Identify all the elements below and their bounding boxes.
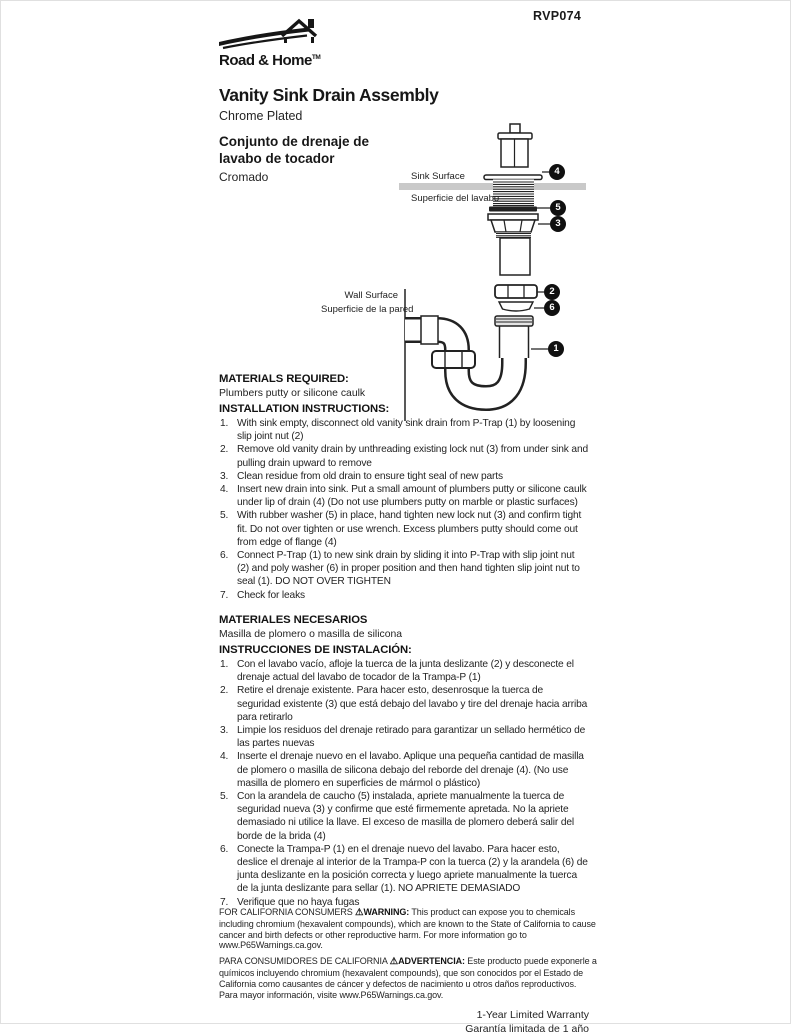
- instruction-step: Insert new drain into sink. Put a small amount of plumbers putty or silicone caulk under lip of drain (4) (Do not use plumbers putty on marble or plastic surfaces): [237, 484, 587, 509]
- warning-prefix-en: FOR CALIFORNIA CONSUMERS: [219, 907, 356, 917]
- logo-wordmark: [219, 52, 339, 69]
- road-and-home-logo: [219, 15, 339, 69]
- materials-required-body: Plumbers putty or silicone caulk: [219, 388, 366, 399]
- poly-washer-part: [499, 302, 533, 311]
- materials-required-heading: MATERIALS REQUIRED:: [219, 373, 349, 385]
- warning-triangle-icon: ⚠: [355, 907, 364, 918]
- california-warning-en: [219, 907, 597, 951]
- instrucciones-instalacion-heading: INSTRUCCIONES DE INSTALACIÓN:: [219, 644, 412, 656]
- instruction-step: Remove old vanity drain by unthreading existing lock nut (3) from under sink and pulling drain upward to remove: [237, 444, 588, 469]
- instruction-step: Con la arandela de caucho (5) instalada, apriete manualmente la tuerca de seguridad nueva (3) y confirme que esté firmemente apretada. No la apriete demasiado ni utilice la llave. El exceso de masilla de plomero deberá salir del borde de la brida (4): [237, 791, 574, 842]
- trademark-symbol: TM: [311, 54, 321, 61]
- california-warning-es: [219, 956, 597, 1000]
- stopper-part: [498, 124, 532, 167]
- english-instructions-section: [219, 369, 589, 602]
- sink-surface-label-es: Superficie del lavabo: [411, 193, 500, 204]
- callout-badge-6: 6: [544, 300, 560, 316]
- instruction-step: Con el lavabo vacío, afloje la tuerca de la junta deslizante (2) y desconecte el drenaje actual del lavabo de tocador de la Trampa-P (1): [237, 659, 574, 684]
- instruction-step: Retire el drenaje existente. Para hacer esto, desenrosque la tuerca de seguridad existente (3) que está debajo del lavabo y tire del drenaje hacia arriba para retirarlo: [237, 685, 588, 723]
- warning-prefix-es: PARA CONSUMIDORES DE CALIFORNIA: [219, 956, 390, 967]
- warnings-section: [219, 902, 597, 1036]
- instruction-step: Inserte el drenaje nuevo en el lavabo. Aplique una pequeña cantidad de masilla de plomero o masilla de silicona debajo del reborde del drenaje (4). (No use masilla de plomero en superficies de mármol o plástico): [237, 751, 584, 789]
- rubber-washer-part: [489, 207, 537, 212]
- instruction-step: Clean residue from old drain to ensure tight seal of new parts: [237, 470, 503, 482]
- warning-label-en: WARNING:: [363, 907, 410, 917]
- callout-badge-1: 1: [548, 341, 564, 357]
- warning-text-en: This product can expose you to chemicals including chromium (hexavalent compounds), which are known to the State of California to cause cancer and birth defects or other reproductive harm. For more information go to www.P65Warnings.ca.gov.: [219, 907, 596, 951]
- page-title-es-line2: lavabo de tocador: [219, 150, 335, 166]
- page-subtitle: Chrome Plated: [219, 109, 303, 123]
- instruction-step: Limpie los residuos del drenaje retirado para garantizar un sellado hermético de las partes nuevas: [237, 725, 586, 750]
- logo-brand-text: Road & Home: [219, 52, 312, 69]
- warranty-text-en: 1-Year Limited Warranty: [476, 1009, 589, 1022]
- warranty-footer: [219, 1009, 589, 1036]
- instruction-step: Connect P-Trap (1) to new sink drain by sliding it into P-Trap with slip joint nut (2) and poly washer (6) in proper position and then hand tighten slip joint nut to seal (1). DO NOT OVER TIGHTEN: [237, 550, 580, 588]
- page-subtitle-es: Cromado: [219, 170, 269, 184]
- callout-badge-2: 2: [544, 284, 560, 300]
- model-number: RVP074: [533, 9, 582, 23]
- warranty-text-es: Garantía limitada de 1 año: [465, 1022, 589, 1035]
- callout-badge-3: 3: [550, 216, 566, 232]
- instruction-step: With rubber washer (5) in place, hand tighten new lock nut (3) and confirm tight fit. Do not over tighten or use wrench. Excess plumbers putty should come out from edge of flange (4): [237, 510, 582, 548]
- sink-surface-label-en: Sink Surface: [411, 171, 465, 182]
- slip-joint-nut-part: [495, 285, 537, 298]
- page-title-es-line1: Conjunto de drenaje de: [219, 134, 370, 149]
- materiales-necesarios-body: Masilla de plomero o masilla de silicona: [219, 629, 403, 640]
- flange-part: [484, 175, 542, 180]
- sink-surface-bar: [399, 183, 586, 190]
- wall-surface-label-es: Superficie de la pared: [321, 304, 414, 315]
- warning-label-es: ADVERTENCIA:: [398, 956, 465, 967]
- installation-steps-en: [219, 417, 589, 602]
- spanish-instructions-section: [219, 610, 589, 909]
- materiales-necesarios-heading: MATERIALES NECESARIOS: [219, 614, 368, 626]
- wall-surface-label-en: Wall Surface: [344, 290, 398, 301]
- callout-badge-4: 4: [549, 164, 565, 180]
- instruction-step: Conecte la Trampa-P (1) en el drenaje nuevo del lavabo. Para hacer esto, deslice el drenaje al interior de la Trampa-P con la tuerca (2) y la arandela (6) de junta deslizante en la posición correcta y luego apriete manualmente la tuerca de la junta deslizante para sellar (1). NO APRIETE DEMASIADO: [237, 843, 588, 895]
- warning-text-es: Este producto puede exponerle a químicos incluyendo chromium (hexavalent compounds), que son conocidos por el Estado de California como causantes de cáncer y defectos de nacimiento u otros daños reproductivos. Para mayor información, visite www.P65Warnings.ca.gov.: [219, 956, 597, 1000]
- logo-road-house-icon: [219, 15, 337, 49]
- instruction-step: Verifique que no haya fugas: [237, 896, 360, 908]
- instruction-step: With sink empty, disconnect old vanity sink drain from P-Trap (1) by loosening slip joint nut (2): [237, 418, 576, 443]
- tailpiece-part: [500, 238, 530, 275]
- instruction-step: Check for leaks: [237, 589, 305, 601]
- page-title: Vanity Sink Drain Assembly: [219, 85, 439, 105]
- callout-badge-5: 5: [550, 200, 566, 216]
- warning-triangle-icon-es: ⚠: [389, 956, 399, 968]
- lock-nut-part: [488, 214, 538, 238]
- installation-steps-es: [219, 658, 589, 909]
- installation-instructions-heading: INSTALLATION INSTRUCTIONS:: [219, 403, 390, 415]
